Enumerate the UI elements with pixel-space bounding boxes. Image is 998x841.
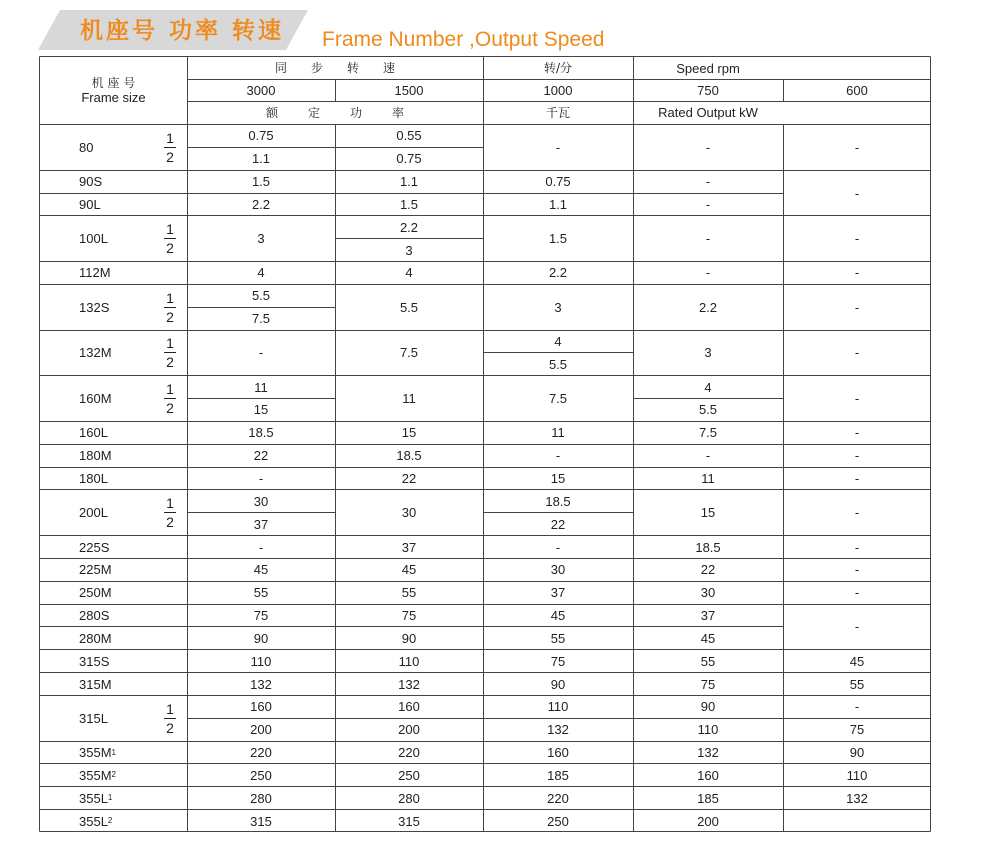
power-value-cell: 2.2: [698, 299, 718, 315]
power-value-cell: -: [854, 391, 860, 407]
power-value-cell: 55: [700, 653, 716, 669]
power-value-cell: -: [854, 699, 860, 715]
frame-number-text: 160M: [79, 391, 112, 407]
power-value-cell: 11: [551, 425, 565, 441]
header-speed-1500: 1500: [394, 82, 424, 98]
power-value-cell: 45: [253, 562, 269, 578]
power-value-cell: 30: [401, 505, 417, 521]
fraction-denominator: 2: [166, 400, 174, 417]
frame-number-cell: [79, 468, 159, 490]
power-value-cell: 185: [547, 767, 569, 783]
power-value-cell: -: [705, 448, 711, 464]
header-speed-750: 750: [697, 82, 719, 98]
power-value-cell: 110: [398, 653, 420, 669]
frame-number-cell: [79, 331, 159, 376]
power-value-cell: -: [854, 585, 860, 601]
frame-number-subscript: 2: [111, 770, 116, 780]
power-value-cell: 7.5: [698, 425, 718, 441]
fraction-bar: [164, 238, 176, 239]
power-value-cell: 22: [401, 470, 417, 486]
power-value-cell: 5.5: [698, 402, 718, 418]
frame-number-cell: [79, 285, 159, 330]
power-value-cell: 0.75: [545, 174, 571, 190]
frame-number-text: 90S: [79, 174, 103, 190]
frame-number-cell: [79, 787, 159, 809]
power-value-cell: 315: [250, 813, 272, 829]
power-value-cell: 4: [704, 379, 712, 395]
fraction-denominator: 2: [166, 240, 174, 257]
header-power-unit-en: Rated Output kW: [658, 105, 758, 120]
power-value-cell: 4: [554, 333, 562, 349]
fraction-bar: [164, 147, 176, 148]
power-value-cell: -: [854, 231, 860, 247]
half-fraction-marker: [163, 220, 177, 256]
power-value-cell: 2.2: [548, 265, 568, 281]
power-value-cell: 1.1: [399, 174, 419, 190]
power-value-cell: 45: [849, 653, 865, 669]
power-value-cell: -: [705, 139, 711, 155]
power-value-cell: -: [854, 139, 860, 155]
power-value-cell: -: [854, 619, 860, 635]
frame-number-cell: [79, 582, 159, 604]
frame-number-cell: [79, 216, 159, 261]
power-value-cell: 75: [550, 653, 566, 669]
power-value-cell: 132: [846, 790, 868, 806]
power-value-cell: 2.2: [251, 196, 271, 212]
frame-number-text: 355M: [79, 767, 112, 783]
power-value-cell: 315: [398, 813, 420, 829]
power-value-cell: 280: [398, 790, 420, 806]
power-value-cell: 160: [697, 767, 719, 783]
power-value-cell: 110: [250, 653, 272, 669]
power-value-cell: 160: [398, 699, 420, 715]
power-value-cell: 4: [405, 265, 413, 281]
fraction-numerator: 1: [166, 129, 174, 146]
power-value-cell: 1.5: [399, 196, 419, 212]
power-value-cell: -: [258, 345, 264, 361]
power-value-cell: 250: [547, 813, 569, 829]
power-value-cell: -: [854, 299, 860, 315]
power-value-cell: [783, 810, 931, 832]
power-value-cell: 90: [253, 630, 269, 646]
frame-number-text: 225S: [79, 539, 110, 555]
half-fraction-marker: [163, 700, 177, 736]
power-value-cell: -: [854, 265, 860, 281]
power-value-cell: 90: [401, 630, 417, 646]
power-value-cell: 4: [257, 265, 265, 281]
power-value-cell: 15: [401, 425, 417, 441]
power-value-cell: 110: [697, 722, 719, 738]
half-fraction-marker: [163, 494, 177, 530]
power-value-cell: 7.5: [399, 345, 419, 361]
power-value-cell: 15: [700, 505, 716, 521]
power-value-cell: 1.5: [251, 174, 271, 190]
frame-size-label-cn: 机 座 号: [91, 76, 136, 90]
frame-number-cell: [79, 559, 159, 581]
power-value-cell: 90: [550, 676, 566, 692]
power-value-cell: 0.75: [396, 151, 422, 167]
power-value-cell: -: [705, 265, 711, 281]
frame-number-text: 250M: [79, 585, 112, 601]
power-value-cell: 55: [253, 585, 269, 601]
power-value-cell: 160: [547, 745, 569, 761]
power-value-cell: 18.5: [695, 539, 721, 555]
power-value-cell: 45: [550, 608, 566, 624]
frame-number-text: 315M: [79, 676, 112, 692]
fraction-numerator: 1: [166, 335, 174, 352]
power-value-cell: 90: [849, 745, 865, 761]
fraction-denominator: 2: [166, 354, 174, 371]
frame-number-cell: [79, 445, 159, 467]
power-value-cell: -: [854, 539, 860, 555]
frame-number-text: 180L: [79, 470, 108, 486]
fraction-bar: [164, 352, 176, 353]
power-value-cell: -: [854, 425, 860, 441]
frame-number-text: 355L: [79, 790, 108, 806]
frame-number-text: 355L: [79, 813, 108, 829]
power-value-cell: 45: [401, 562, 417, 578]
power-value-cell: -: [854, 345, 860, 361]
frame-number-cell: [79, 490, 159, 535]
frame-number-text: 180M: [79, 448, 112, 464]
power-value-cell: 200: [398, 722, 420, 738]
power-value-cell: 3: [704, 345, 712, 361]
frame-number-cell: [79, 650, 159, 672]
power-value-cell: 11: [402, 391, 416, 407]
header-frame-size: [40, 57, 187, 124]
half-fraction-marker: [163, 289, 177, 325]
fraction-denominator: 2: [166, 514, 174, 531]
power-value-cell: 2.2: [399, 219, 419, 235]
power-value-cell: -: [854, 448, 860, 464]
power-value-cell: 22: [700, 562, 716, 578]
power-value-cell: 3: [257, 231, 265, 247]
fraction-denominator: 2: [166, 148, 174, 165]
power-value-cell: 15: [550, 470, 566, 486]
power-value-cell: 90: [700, 699, 716, 715]
power-value-cell: 3: [405, 242, 413, 258]
frame-number-cell: [79, 376, 159, 421]
fraction-bar: [164, 398, 176, 399]
header-sync-speed-cn: 同步转速: [274, 61, 419, 75]
fraction-denominator: 2: [166, 719, 174, 736]
frame-number-cell: [79, 742, 159, 764]
power-value-cell: 160: [250, 699, 272, 715]
power-value-cell: 250: [398, 767, 420, 783]
power-value-cell: 132: [697, 745, 719, 761]
power-value-cell: 220: [250, 745, 272, 761]
power-value-cell: 7.5: [251, 311, 271, 327]
power-value-cell: -: [854, 505, 860, 521]
power-value-cell: 5.5: [548, 356, 568, 372]
frame-number-cell: [79, 764, 159, 786]
power-value-cell: -: [854, 470, 860, 486]
header-speed-1000: 1000: [543, 82, 573, 98]
power-value-cell: 75: [849, 722, 865, 738]
frame-speed-table: [39, 56, 931, 832]
power-value-cell: 30: [700, 585, 716, 601]
power-value-cell: 30: [253, 493, 269, 509]
frame-number-text: 80: [79, 139, 94, 155]
power-value-cell: 22: [550, 516, 566, 532]
fraction-numerator: 1: [166, 381, 174, 398]
frame-number-subscript: 2: [107, 816, 113, 826]
header-speed-600: 600: [846, 82, 868, 98]
power-value-cell: 5.5: [399, 299, 419, 315]
half-fraction-marker: [163, 380, 177, 416]
frame-number-cell: [79, 422, 159, 444]
fraction-numerator: 1: [166, 289, 174, 306]
power-value-cell: 250: [250, 767, 272, 783]
frame-number-cell: [79, 125, 159, 170]
power-value-cell: -: [854, 185, 860, 201]
frame-number-cell: [79, 673, 159, 695]
power-value-cell: 75: [401, 608, 417, 624]
power-value-cell: 0.75: [248, 128, 274, 144]
frame-number-text: 132M: [79, 345, 112, 361]
power-value-cell: 37: [401, 539, 417, 555]
power-value-cell: -: [258, 470, 264, 486]
frame-number-cell: [79, 605, 159, 627]
frame-number-cell: [79, 810, 159, 832]
page-title-chinese: 机座号 功率 转速: [80, 18, 285, 44]
power-value-cell: 7.5: [548, 391, 568, 407]
header-power-unit-cn: 千瓦: [545, 105, 570, 120]
power-value-cell: 75: [253, 608, 269, 624]
fraction-bar: [164, 718, 176, 719]
header-speed-unit-cn: 转/分: [543, 61, 573, 75]
power-value-cell: 30: [550, 562, 566, 578]
power-value-cell: 11: [254, 379, 268, 395]
power-value-cell: 0.55: [396, 128, 422, 144]
power-value-cell: 220: [547, 790, 569, 806]
power-value-cell: 1.1: [251, 151, 271, 167]
power-value-cell: -: [555, 448, 561, 464]
power-value-cell: 3: [554, 299, 562, 315]
header-speed-unit-en: Speed rpm: [676, 60, 740, 76]
power-value-cell: 5.5: [251, 288, 271, 304]
power-value-cell: -: [854, 562, 860, 578]
power-value-cell: 18.5: [396, 448, 422, 464]
frame-number-text: 200L: [79, 505, 108, 521]
power-value-cell: 37: [550, 585, 566, 601]
page-title-english: Frame Number ,Output Speed: [322, 28, 605, 51]
power-value-cell: 1.1: [548, 196, 568, 212]
frame-number-cell: [79, 194, 159, 216]
frame-number-text: 315L: [79, 710, 108, 726]
power-value-cell: -: [705, 174, 711, 190]
fraction-bar: [164, 512, 176, 513]
power-value-cell: 200: [250, 722, 272, 738]
power-value-cell: 55: [849, 676, 865, 692]
power-value-cell: 75: [700, 676, 716, 692]
power-value-cell: -: [705, 196, 711, 212]
frame-number-text: 280M: [79, 630, 112, 646]
fraction-numerator: 1: [166, 221, 174, 238]
power-value-cell: 132: [250, 676, 272, 692]
power-value-cell: 55: [550, 630, 566, 646]
power-value-cell: 280: [250, 790, 272, 806]
power-value-cell: -: [555, 139, 561, 155]
power-value-cell: 110: [846, 767, 868, 783]
frame-number-text: 132S: [79, 299, 110, 315]
power-value-cell: 15: [253, 402, 269, 418]
power-value-cell: 37: [700, 608, 716, 624]
power-value-cell: -: [555, 539, 561, 555]
header-speed-3000: 3000: [246, 82, 276, 98]
fraction-denominator: 2: [166, 308, 174, 325]
power-value-cell: 132: [547, 722, 569, 738]
frame-number-cell: [79, 696, 159, 741]
power-value-cell: 22: [253, 448, 269, 464]
frame-number-subscript: 1: [107, 793, 113, 803]
frame-number-cell: [79, 262, 159, 284]
frame-size-label-en: Frame size: [81, 90, 146, 105]
half-fraction-marker: [163, 129, 177, 165]
power-value-cell: 11: [701, 470, 715, 486]
frame-number-text: 90L: [79, 196, 101, 212]
frame-number-subscript: 1: [111, 747, 116, 757]
frame-number-text: 160L: [79, 425, 108, 441]
power-value-cell: 55: [401, 585, 417, 601]
power-value-cell: 45: [700, 630, 716, 646]
fraction-bar: [164, 307, 176, 308]
power-value-cell: 185: [697, 790, 719, 806]
power-value-cell: 200: [697, 813, 719, 829]
frame-number-text: 315S: [79, 653, 110, 669]
power-value-cell: 18.5: [545, 493, 571, 509]
power-value-cell: 132: [398, 676, 420, 692]
frame-number-cell: [79, 536, 159, 558]
fraction-numerator: 1: [166, 700, 174, 717]
frame-number-cell: [79, 171, 159, 193]
frame-number-cell: [79, 627, 159, 649]
half-fraction-marker: [163, 334, 177, 370]
power-value-cell: 18.5: [248, 425, 274, 441]
frame-number-text: 225M: [79, 562, 112, 578]
power-value-cell: 37: [253, 516, 269, 532]
frame-number-text: 355M: [79, 745, 112, 761]
power-value-cell: -: [705, 231, 711, 247]
power-value-cell: 110: [547, 699, 569, 715]
frame-number-text: 100L: [79, 231, 108, 247]
frame-number-text: 280S: [79, 608, 110, 624]
header-rated-power-cn: 额定功率: [265, 105, 434, 120]
power-value-cell: 220: [398, 745, 420, 761]
fraction-numerator: 1: [166, 495, 174, 512]
power-value-cell: 1.5: [548, 231, 568, 247]
frame-number-text: 112M: [79, 265, 111, 281]
power-value-cell: -: [258, 539, 264, 555]
